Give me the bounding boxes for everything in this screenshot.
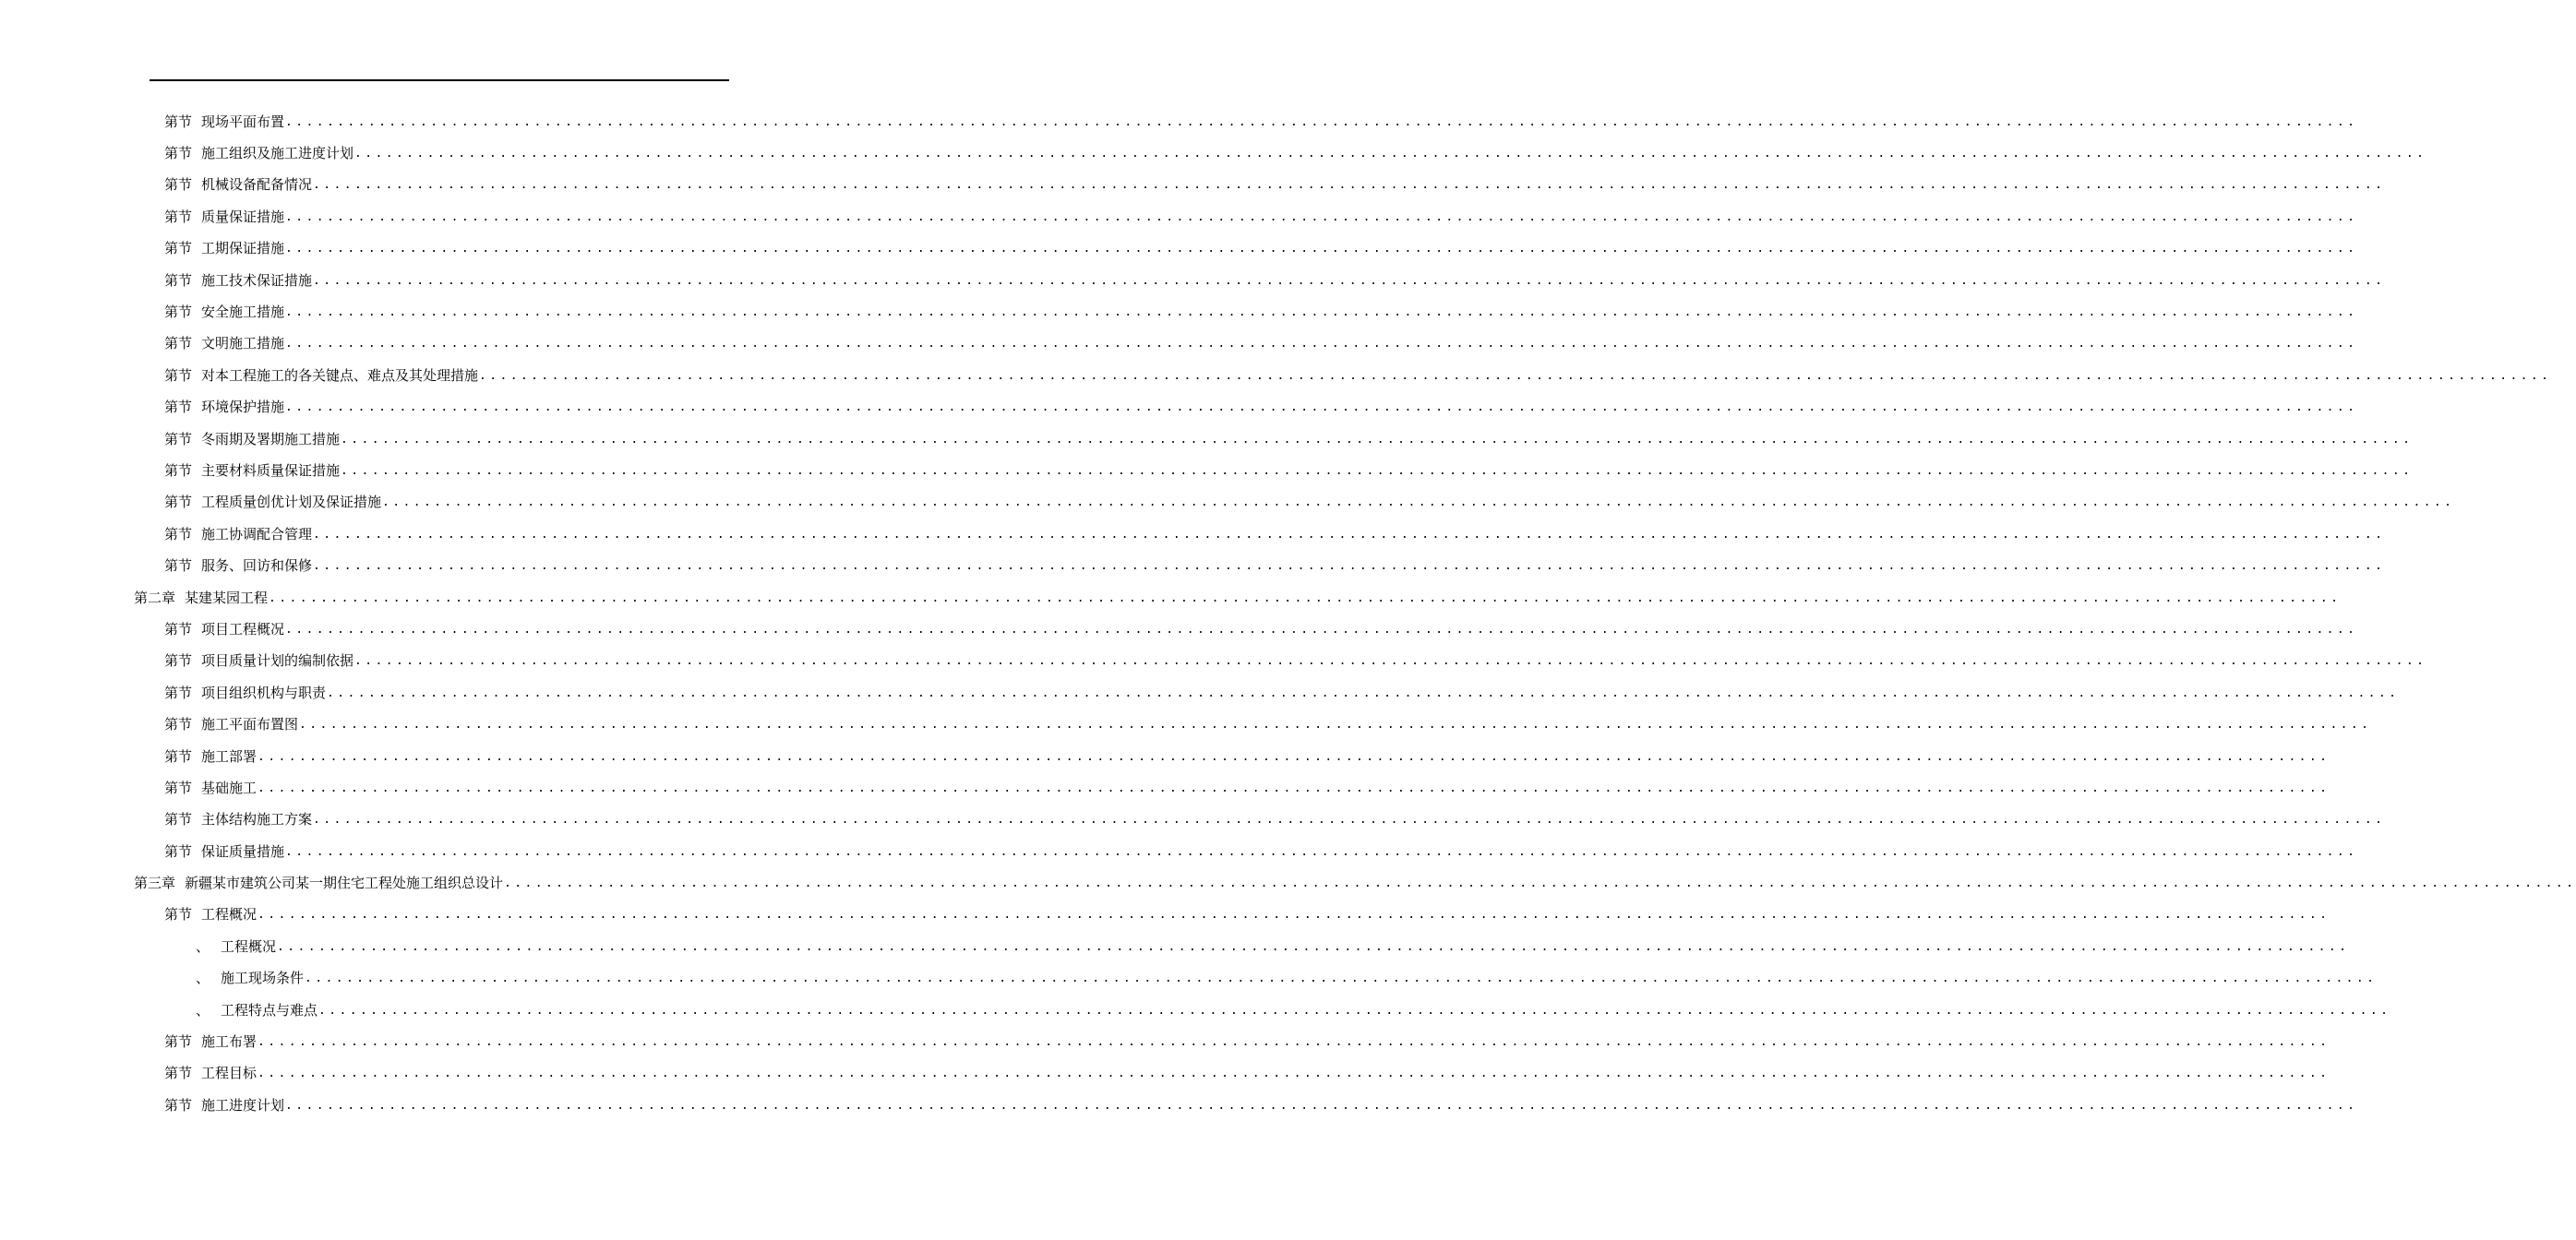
toc-dot-leader: ........................................................................................................................................................................................................ [313,178,2386,193]
toc-section-entry[interactable] [0,455,2414,486]
toc-entry-prefix: 第节 [164,842,193,860]
toc-section-entry[interactable] [0,360,2552,391]
toc-section-entry[interactable] [0,805,2386,836]
toc-section-entry[interactable] [0,170,2386,201]
toc-entry-title: 环境保护措施 [201,399,285,416]
toc-entry-title: 现场平面布置 [201,113,285,130]
toc-entry-prefix: 第节 [164,335,193,352]
toc-section-entry[interactable] [0,265,2386,296]
toc-entry-title: 工程特点与难点 [221,1001,318,1019]
toc-entry-title: 项目质量计划的编制依据 [201,652,354,670]
toc-dot-leader: ........................................................................................................................................................................................................ [277,939,2350,954]
toc-dot-leader: ........................................................................................................................................................................................................ [285,622,2358,637]
toc-entry-prefix: 、 [196,970,210,987]
toc-entry-title: 文明施工措施 [201,335,285,352]
toc-entry-title: 新疆某市建筑公司某一期住宅工程处施工组织总设计 [185,875,504,892]
toc-dot-leader: ........................................................................................................................................................................................................ [504,876,2576,891]
toc-dot-leader: ........................................................................................................................................................................................................ [258,749,2330,764]
toc-entry-prefix: 第节 [164,716,193,733]
toc-entry-title: 机械设备配备情况 [201,176,313,194]
toc-dot-leader: ........................................................................................................................................................................................................ [318,1003,2391,1018]
toc-dot-leader: ........................................................................................................................................................................................................ [341,432,2414,447]
toc-entry-title: 主体结构施工方案 [201,811,313,829]
toc-entry-title: 保证质量措施 [201,842,285,860]
toc-entry-prefix: 第节 [164,366,193,384]
toc-entry-title: 工程目标 [201,1065,258,1082]
toc-dot-leader: ........................................................................................................................................................................................................ [269,590,2342,605]
toc-dot-leader: ........................................................................................................................................................................................................ [299,718,2372,733]
toc-dot-leader: ........................................................................................................................................................................................................ [354,654,2427,669]
toc-dot-leader: ........................................................................................................................................................................................................ [327,686,2400,700]
toc-entry-prefix: 第节 [164,461,193,479]
toc-entry-prefix: 、 [196,937,210,955]
toc-section-entry[interactable] [0,550,2386,581]
toc-entry-title: 工程质量创优计划及保证措施 [201,494,382,511]
toc-entry-title: 主要材料质量保证措施 [201,461,341,479]
toc-entry-prefix: 第节 [164,684,193,701]
toc-entry-title: 安全施工措施 [201,304,285,321]
toc-entry-prefix: 第节 [164,494,193,511]
toc-dot-leader: ........................................................................................................................................................................................................ [285,305,2358,320]
toc-section-entry[interactable] [0,772,2330,804]
toc-section-entry[interactable] [0,233,2358,265]
toc-dot-leader: ........................................................................................................................................................................................................ [285,114,2358,129]
toc-section-entry[interactable] [0,1058,2330,1090]
toc-entry-title: 项目工程概况 [201,620,285,638]
toc-entry-title: 工程概况 [201,906,258,924]
toc-section-entry[interactable] [0,677,2400,709]
toc-section-entry[interactable] [0,519,2386,550]
toc-entry-prefix: 第三章 [134,875,176,892]
toc-section-entry[interactable] [0,614,2358,645]
toc-entry-prefix: 第节 [164,811,193,829]
toc-section-entry[interactable] [0,296,2358,328]
toc-subitem-entry[interactable] [0,931,2350,962]
toc-entry-title: 服务、回访和保修 [201,557,313,575]
toc-section-entry[interactable] [0,423,2414,455]
toc-dot-leader: ........................................................................................................................................................................................................ [258,1067,2330,1081]
header-rule [150,79,729,81]
toc-entry-prefix: 第节 [164,145,193,162]
toc-entry-title: 质量保证措施 [201,208,285,225]
toc-section-entry[interactable] [0,1026,2330,1057]
toc-entry-prefix: 第节 [164,271,193,289]
toc-entry-prefix: 第节 [164,525,193,542]
toc-entry-title: 项目组织机构与职责 [201,684,327,701]
toc-dot-leader: ........................................................................................................................................................................................................ [258,1035,2330,1050]
toc-section-entry[interactable] [0,137,2427,169]
toc-section-entry[interactable] [0,106,2358,137]
toc-subitem-entry[interactable] [0,995,2391,1026]
toc-dot-leader: ........................................................................................................................................................................................................ [285,1098,2358,1113]
toc-dot-leader: ........................................................................................................................................................................................................ [313,273,2386,288]
toc-dot-leader: ........................................................................................................................................................................................................ [285,209,2358,224]
toc-entry-prefix: 第节 [164,779,193,796]
toc-entry-title: 施工技术保证措施 [201,271,313,289]
toc-dot-leader: ........................................................................................................................................................................................................ [341,463,2414,478]
toc-entry-prefix: 第节 [164,906,193,924]
toc-entry-prefix: 第节 [164,176,193,194]
toc-section-entry[interactable] [0,741,2330,772]
toc-entry-title: 工程概况 [221,937,277,955]
toc-dot-leader: ........................................................................................................................................................................................................ [313,559,2386,574]
toc-section-entry[interactable] [0,900,2330,931]
toc-section-entry[interactable] [0,1090,2358,1121]
toc-entry-title: 工期保证措施 [201,240,285,257]
toc-section-entry[interactable] [0,646,2427,677]
toc-subitem-entry[interactable] [0,963,2378,995]
toc-dot-leader: ........................................................................................................................................................................................................ [285,400,2358,415]
toc-entry-title: 施工平面布置图 [201,716,299,733]
toc-section-entry[interactable] [0,392,2358,423]
table-of-contents [0,106,2576,1122]
toc-dot-leader: ........................................................................................................................................................................................................ [382,495,2455,510]
toc-entry-prefix: 第节 [164,1065,193,1082]
toc-section-entry[interactable] [0,836,2358,867]
toc-dot-leader: ........................................................................................................................................................................................................ [258,908,2330,923]
toc-entry-prefix: 第节 [164,304,193,321]
toc-entry-prefix: 、 [196,1001,210,1019]
toc-dot-leader: ........................................................................................................................................................................................................ [285,844,2358,859]
toc-entry-prefix: 第二章 [134,589,176,606]
toc-entry-title: 施工组织及施工进度计划 [201,145,354,162]
toc-entry-title: 冬雨期及署期施工措施 [201,430,341,447]
toc-dot-leader: ........................................................................................................................................................................................................ [479,368,2552,383]
toc-chapter-entry[interactable] [0,582,2342,614]
toc-entry-title: 对本工程施工的各关键点、难点及其处理措施 [201,366,479,384]
toc-entry-prefix: 第节 [164,399,193,416]
toc-entry-prefix: 第节 [164,240,193,257]
toc-entry-title: 施工进度计划 [201,1096,285,1114]
toc-entry-prefix: 第节 [164,113,193,130]
toc-section-entry[interactable] [0,487,2455,519]
toc-entry-prefix: 第节 [164,747,193,765]
toc-entry-prefix: 第节 [164,1096,193,1114]
toc-section-entry[interactable] [0,201,2358,232]
toc-entry-title: 基础施工 [201,779,258,796]
toc-entry-prefix: 第节 [164,652,193,670]
toc-entry-prefix: 第节 [164,620,193,638]
toc-dot-leader: ........................................................................................................................................................................................................ [313,527,2386,542]
toc-entry-prefix: 第节 [164,1033,193,1051]
toc-entry-title: 某建某园工程 [185,589,269,606]
toc-section-entry[interactable] [0,709,2372,740]
toc-entry-title: 施工部署 [201,747,258,765]
toc-entry-prefix: 第节 [164,430,193,447]
toc-entry-prefix: 第节 [164,208,193,225]
toc-dot-leader: ........................................................................................................................................................................................................ [285,242,2358,256]
toc-dot-leader: ........................................................................................................................................................................................................ [305,972,2378,986]
toc-entry-title: 施工协调配合管理 [201,525,313,542]
toc-entry-title: 施工现场条件 [221,970,305,987]
toc-entry-title: 施工布署 [201,1033,258,1051]
toc-dot-leader: ........................................................................................................................................................................................................ [258,781,2330,795]
toc-dot-leader: ........................................................................................................................................................................................................ [285,337,2358,352]
toc-entry-prefix: 第节 [164,557,193,575]
toc-dot-leader: ........................................................................................................................................................................................................ [313,813,2386,828]
toc-dot-leader: ........................................................................................................................................................................................................ [354,147,2427,161]
toc-section-entry[interactable] [0,328,2358,360]
toc-chapter-entry[interactable] [0,867,2576,899]
